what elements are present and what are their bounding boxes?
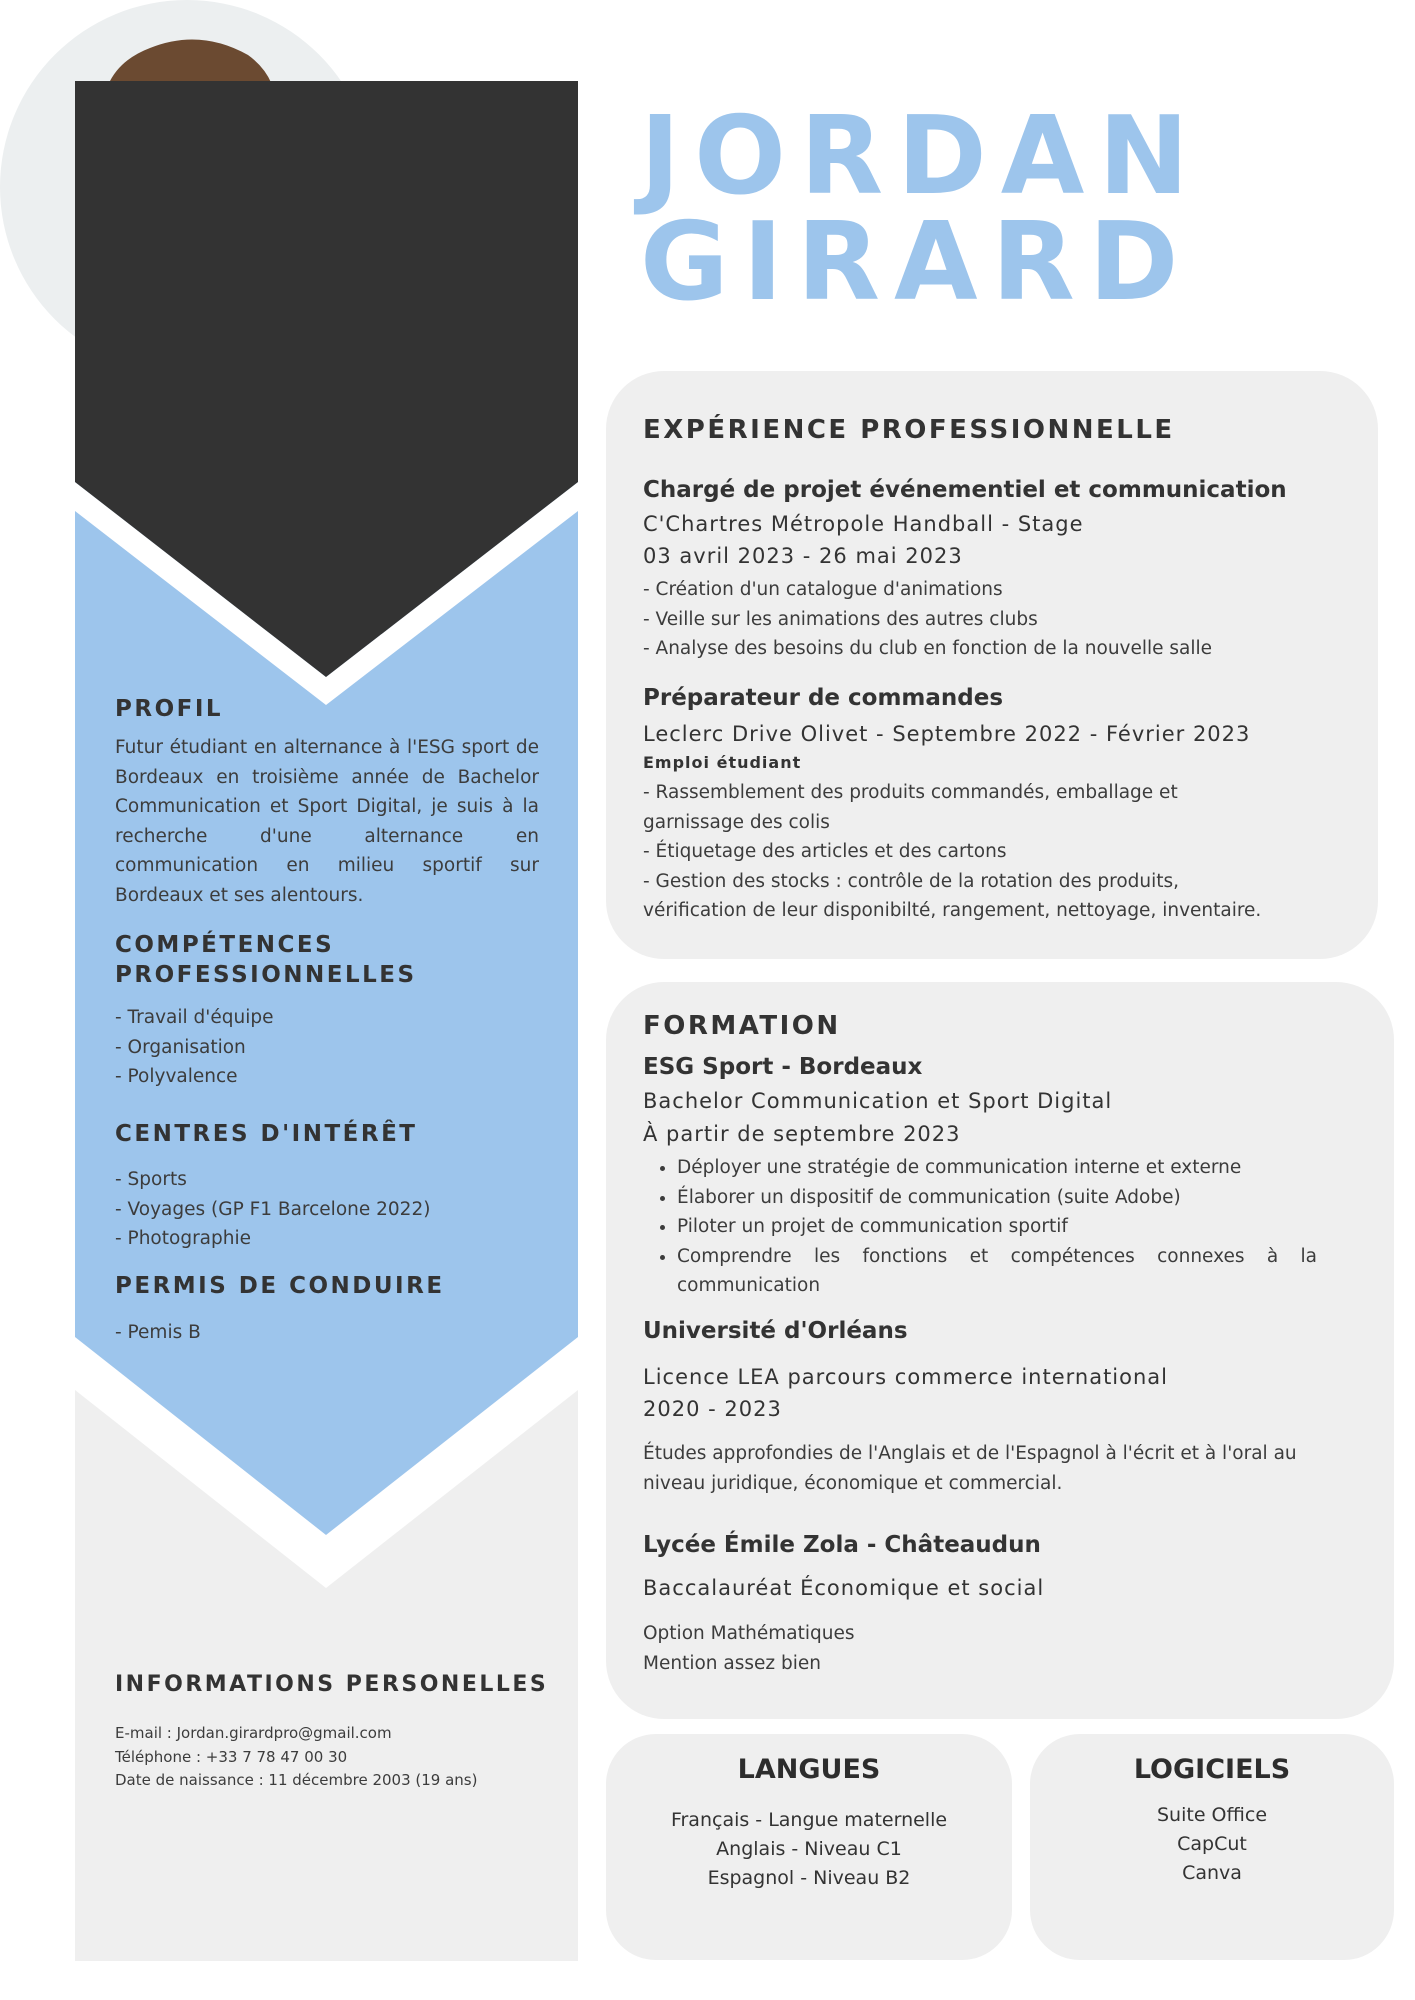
school-3-name: Lycée Émile Zola - Châteaudun [643, 1532, 1041, 1558]
langues-card [606, 1734, 1012, 1960]
list-item: - Sports [115, 1169, 187, 1190]
list-item: - Création d'un catalogue d'animations [643, 579, 1003, 600]
list-item: Espagnol - Niveau B2 [707, 1867, 911, 1889]
experience-title: EXPÉRIENCE PROFESSIONNELLE [643, 415, 1175, 445]
school-2-dates: 2020 - 2023 [643, 1397, 782, 1421]
job-2-type: Emploi étudiant [643, 753, 802, 772]
job-1-dates: 03 avril 2023 - 26 mai 2023 [643, 544, 963, 568]
list-item: Anglais - Niveau C1 [716, 1838, 902, 1860]
job-2-lines [643, 778, 1343, 926]
logiciels-card [1030, 1734, 1394, 1960]
competences-list [115, 1003, 555, 1092]
competences-title-line1: COMPÉTENCES [115, 932, 335, 958]
logiciels-list [1030, 1801, 1394, 1888]
competences-title [115, 930, 555, 990]
list-item: Option Mathématiques [643, 1623, 855, 1644]
job-2-title: Préparateur de commandes [643, 685, 1004, 711]
profil-title: PROFIL [115, 696, 224, 722]
langues-title: LANGUES [737, 1754, 881, 1785]
school-1-name: ESG Sport - Bordeaux [643, 1054, 923, 1080]
list-item: • Élaborer un dispositif de communication (suite Adobe) [677, 1183, 1317, 1213]
permis-list [115, 1318, 555, 1348]
school-1-dates: À partir de septembre 2023 [643, 1122, 961, 1146]
school-2-text: Études approfondies de l'Anglais et de l'Espagnol à l'écrit et à l'oral au niveau juridique, économique et commercial. [643, 1443, 1297, 1494]
formation-title: FORMATION [643, 1011, 841, 1041]
school-1-bullets [643, 1153, 1317, 1301]
list-item: - Photographie [115, 1228, 252, 1249]
infos-title: INFORMATIONS PERSONELLES [115, 1672, 549, 1697]
list-item: CapCut [1177, 1833, 1247, 1855]
list-item: - Gestion des stocks : contrôle de la rotation des produits, [643, 870, 1180, 892]
job-1-company: C'Chartres Métropole Handball - Stage [643, 512, 1084, 536]
list-item: - Travail d'équipe [115, 1007, 274, 1028]
school-3-lines [643, 1619, 1343, 1678]
list-item: - Rassemblement des produits commandés, emballage et [643, 782, 1178, 803]
list-item: • Piloter un projet de communication sportif [677, 1212, 1317, 1242]
list-item: Français - Langue maternelle [670, 1809, 948, 1831]
list-item: Suite Office [1156, 1804, 1268, 1826]
first-name: JORDAN [640, 94, 1203, 219]
list-item: • Comprendre les fonctions et compétences connexes à la communication [677, 1242, 1317, 1301]
interets-list [115, 1165, 555, 1254]
email-line: E-mail : Jordan.girardpro@gmail.com [115, 1724, 392, 1742]
list-item: - Veille sur les animations des autres clubs [643, 608, 1038, 630]
competences-title-line2: PROFESSIONNELLES [115, 962, 417, 988]
profil-text: Futur étudiant en alternance à l'ESG sport de Bordeaux en troisième année de Bachelor Communication et Sport Digital, je suis à la recherche d'une alternance en communication en milieu sportif sur Bordeaux et ses alentours. [115, 737, 539, 906]
last-name: GIRARD [640, 200, 1193, 325]
permis-title: PERMIS DE CONDUIRE [115, 1273, 445, 1299]
list-item: - Polyvalence [115, 1066, 238, 1087]
experience-card [606, 371, 1378, 959]
phone-line: Téléphone : +33 7 78 47 00 30 [115, 1747, 348, 1766]
job-1-lines [643, 575, 1343, 664]
school-2-name: Université d'Orléans [643, 1318, 908, 1344]
job-2-company: Leclerc Drive Olivet - Septembre 2022 - Février 2023 [643, 722, 1251, 746]
logiciels-title: LOGICIELS [1133, 1754, 1291, 1785]
list-item: - Analyse des besoins du club en fonction de la nouvelle salle [643, 638, 1213, 659]
list-item: - Voyages (GP F1 Barcelone 2022) [115, 1198, 431, 1220]
langues-list [606, 1806, 1012, 1893]
formation-card [606, 982, 1394, 1719]
list-item: Canva [1182, 1862, 1242, 1884]
list-item: Mention assez bien [643, 1652, 821, 1674]
list-item: - Étiquetage des articles et des cartons [643, 841, 1007, 862]
job-1-title: Chargé de projet événementiel et communication [643, 477, 1287, 503]
birthdate-line: Date de naissance : 11 décembre 2003 (19 ans) [115, 1771, 478, 1789]
list-item: • Déployer une stratégie de communication interne et externe [677, 1153, 1317, 1183]
list-item: vérification de leur disponibilté, rangement, nettoyage, inventaire. [643, 900, 1262, 921]
school-1-degree: Bachelor Communication et Sport Digital [643, 1089, 1113, 1113]
interets-title: CENTRES D'INTÉRÊT [115, 1121, 418, 1147]
infos-lines [115, 1722, 555, 1793]
list-item: - Pemis B [115, 1322, 201, 1343]
school-3-degree: Baccalauréat Économique et social [643, 1576, 1045, 1600]
list-item: garnissage des colis [643, 811, 830, 833]
list-item: - Organisation [115, 1036, 246, 1058]
school-2-degree: Licence LEA parcours commerce international [643, 1365, 1168, 1389]
